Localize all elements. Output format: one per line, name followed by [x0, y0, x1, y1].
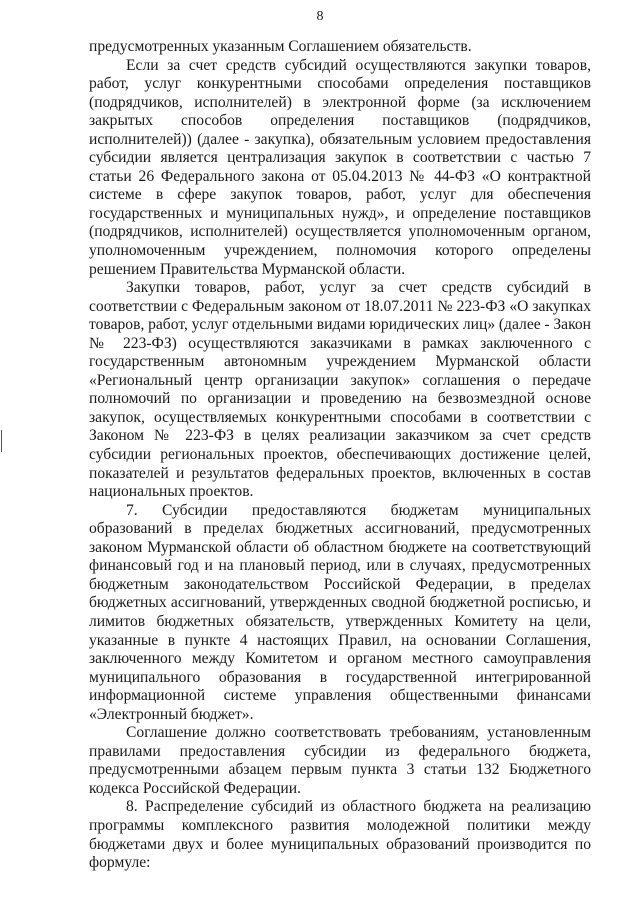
paragraph-agreement-requirements: Соглашение должно соответствовать требованиям, установленным правилами предоставления субсидии из федерального бюджета, предусмотренными абзацем первым пункта 3 статьи 132 Бюджетного кодекса Российской Федерации. — [89, 724, 591, 797]
paragraph-clause-7: 7. Субсидии предоставляются бюджетам муниципальных образований в пределах бюджетных ассигнований, предусмотренных законом Мурманской области об областном бюджете на соответствующий финансовый год и на плановый период, или в случаях, предусмотренных бюджетным законодательством Российской Федерации, в пределах бюджетных ассигнований, утвержденных сводной бюджетной росписью, и лимитов бюджетных обязательств, утвержденных Комитету на цели, указанные в пункте 4 настоящих Правил, на основании Соглашения, заключенного между Комитетом и органом местного самоуправления муниципального образования в государственной интегрированной информационной системе управления общественными финансами «Электронный бюджет». — [89, 501, 591, 723]
document-body — [89, 38, 591, 873]
paragraph-clause-8: 8. Распределение субсидий из областного бюджета на реализацию программы комплексного развития молодежной политики между бюджетами двух и более муниципальных образований производится по формуле: — [89, 798, 591, 872]
paragraph-centralized-procurement: Если за счет средств субсидий осуществляются закупки товаров, работ, услуг конкурентными способами определения поставщиков (подрядчиков, исполнителей) в электронной форме (за исключением закрытых способов определения поставщиков (подрядчиков, исполнителей)) (далее - закупка), обязательным условием предоставления субсидии является централизация закупок в соответствии с частью 7 статьи 26 Федерального закона от 05.04.2013 № 44-ФЗ «О контрактной системе в сфере закупок товаров, работ, услуг для обеспечения государственных и муниципальных нужд», и определение поставщиков (подрядчиков, исполнителей) осуществляется уполномоченным органом, уполномоченным учреждением, полномочия которого определены решением Правительства Мурманской области. — [89, 56, 591, 278]
paragraph-continuation: предусмотренных указанным Соглашением обязательств. — [89, 38, 472, 55]
paragraph-procurement-223fz: Закупки товаров, работ, услуг за счет средств субсидий в соответствии с Федеральным законом от 18.07.2011 № 223-ФЗ «О закупках товаров, работ, услуг отдельными видами юридических лиц» (далее - Закон № 223-ФЗ) осуществляются заказчиками в рамках заключенного с государственным автономным учреждением Мурманской области «Региональный центр организации закупок» соглашения о передаче полномочий по организации и проведению на безвозмездной основе закупок, осуществляемых конкурентными способами в соответствии с Законом № 223-ФЗ в целях реализации заказчиком за счет средств субсидии региональных проектов, обеспечивающих достижение целей, показателей и результатов федеральных проектов, включенных в состав национальных проектов. — [89, 279, 591, 501]
page-number: 8 — [316, 9, 324, 24]
scan-margin-mark — [1, 430, 2, 452]
